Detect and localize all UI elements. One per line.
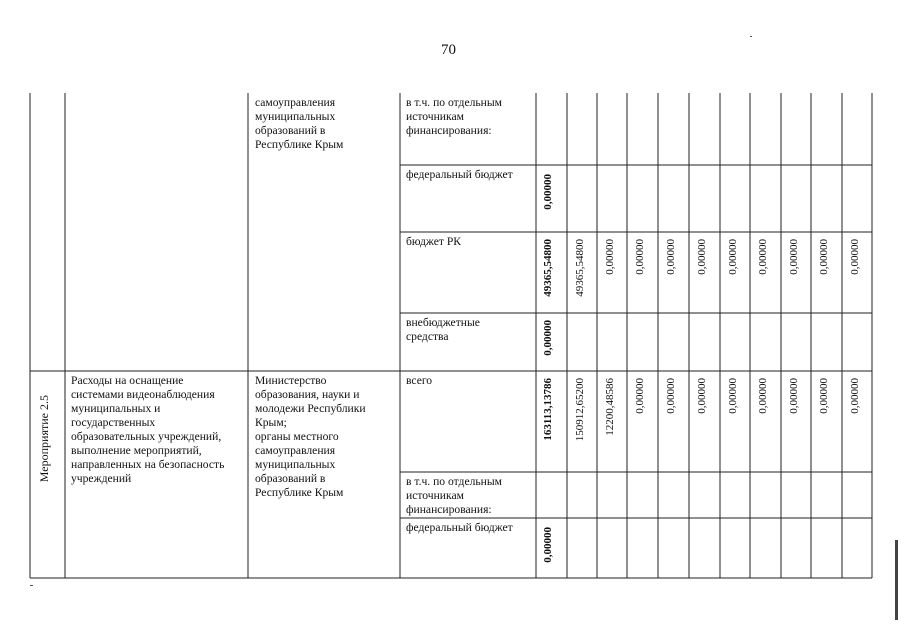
scan-speck xyxy=(750,36,752,37)
source-label: в т.ч. по отдельным источникам финансирования: xyxy=(406,475,502,516)
measure-code: Мероприятие 2.5 xyxy=(37,395,51,483)
year-value: 0,00000 xyxy=(727,239,739,275)
source-label: федеральный бюджет xyxy=(406,168,513,181)
total-value: 163113,13786 xyxy=(542,378,554,441)
scan-edge xyxy=(895,540,898,620)
year-value: 12200,48586 xyxy=(604,378,616,436)
source-label: всего xyxy=(406,374,433,387)
total-value: 49365,54800 xyxy=(542,239,554,297)
year-value: 0,00000 xyxy=(727,378,739,414)
source-label: бюджет РК xyxy=(406,235,462,248)
total-value: 0,00000 xyxy=(542,527,554,563)
year-value: 0,00000 xyxy=(696,239,708,275)
responsible-cell: самоуправления муниципальных образований в Республике Крым xyxy=(255,96,344,151)
year-value: 0,00000 xyxy=(604,239,616,275)
total-value: 0,00000 xyxy=(542,320,554,356)
year-value: 0,00000 xyxy=(788,239,800,275)
year-value: 0,00000 xyxy=(849,239,861,275)
source-label: федеральный бюджет xyxy=(406,521,513,534)
year-value: 0,00000 xyxy=(757,239,769,275)
year-value: 0,00000 xyxy=(665,378,677,414)
page-number: 70 xyxy=(441,42,456,58)
responsible-cell: Министерство образования, науки и молодежи Республики Крым; органы местного самоуправления муниципальных образований в Республике Крым xyxy=(255,374,366,499)
year-value: 0,00000 xyxy=(818,239,830,275)
source-label: в т.ч. по отдельным источникам финансирования: xyxy=(406,96,502,137)
year-value: 0,00000 xyxy=(849,378,861,414)
year-value: 0,00000 xyxy=(757,378,769,414)
year-value: 0,00000 xyxy=(696,378,708,414)
measure-name: Расходы на оснащение системами видеонаблюдения муниципальных и государственных образовательных учреждений, выполнение мероприятий, направленных на безопасность учреждений xyxy=(71,374,225,485)
year-value: 0,00000 xyxy=(634,239,646,275)
year-value: 0,00000 xyxy=(818,378,830,414)
scan-speck xyxy=(30,585,33,586)
year-value: 0,00000 xyxy=(634,378,646,414)
source-label: внебюджетные средства xyxy=(406,316,480,343)
total-value: 0,00000 xyxy=(542,174,554,210)
year-value: 150912,65200 xyxy=(574,378,586,442)
year-value: 0,00000 xyxy=(665,239,677,275)
year-value: 49365,54800 xyxy=(574,239,586,297)
year-value: 0,00000 xyxy=(788,378,800,414)
